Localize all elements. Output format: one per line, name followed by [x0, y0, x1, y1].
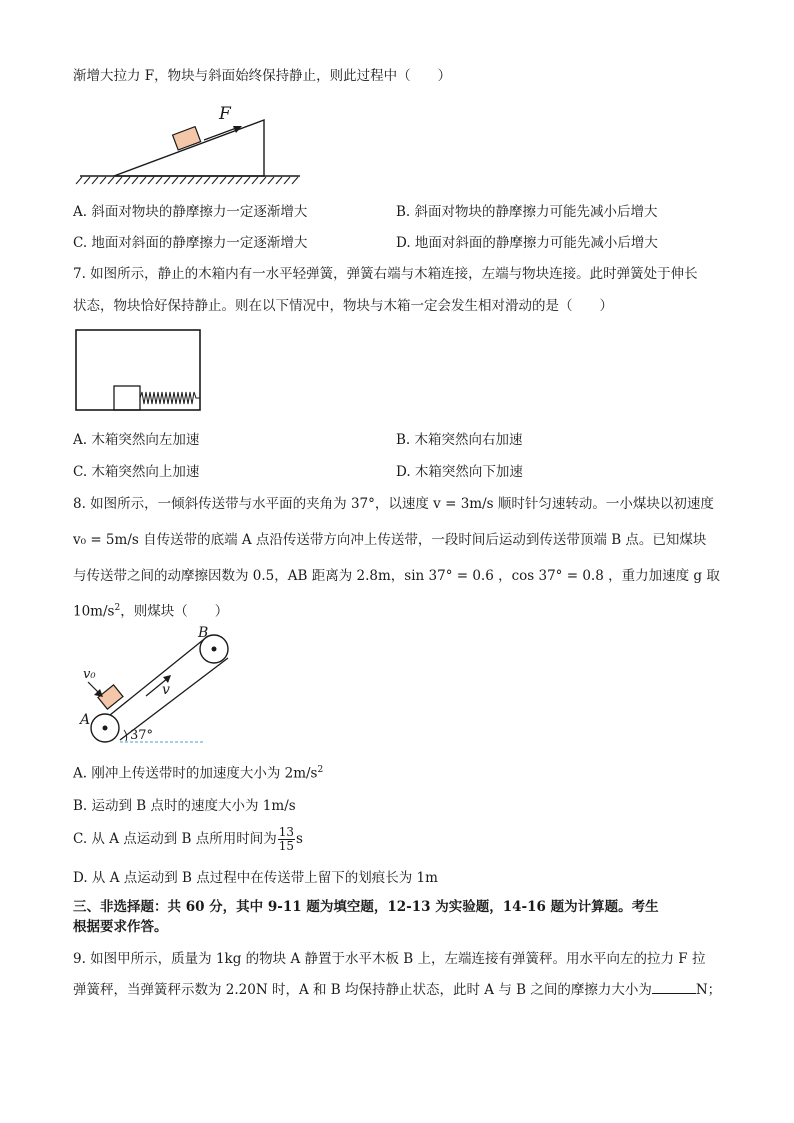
q9-stem-line2-pre: 弹簧秤，当弹簧秤示数为 2.20N 时，A 和 B 均保持静止状态，此时 A 与 B 之间的摩擦力大小为 [73, 982, 652, 998]
q8-option-a-sup: 2 [317, 765, 324, 775]
q7-option-a[interactable]: A. 木箱突然向左加速 [73, 432, 200, 448]
q8-option-c-fraction [278, 826, 295, 853]
q8-stem-line4 [73, 598, 228, 622]
q8-stem-line2: v₀ = 5m/s 自传送带的底端 A 点沿传送带方向冲上传送带，一段时间后运动到传送带顶端 B 点。已知煤块 [73, 532, 707, 548]
q7-box-spring-figure [74, 328, 204, 414]
q8-option-c-unit: s [296, 831, 303, 847]
q6-option-a[interactable]: A. 斜面对物块的静摩擦力一定逐渐增大 [73, 204, 308, 220]
q8-label-b: B [198, 625, 209, 641]
q8-label-v: v [162, 682, 170, 698]
q8-conveyor-figure [74, 622, 234, 748]
q8-label-a: A [80, 712, 91, 728]
q6-stem: 渐增大拉力 F，物块与斜面始终保持静止，则此过程中（ ） [73, 68, 452, 84]
q8-option-b[interactable]: B. 运动到 B 点时的速度大小为 1m/s [73, 798, 296, 814]
q6-force-label: F [219, 104, 231, 124]
q9-answer-blank[interactable] [652, 979, 696, 994]
q8-stem-line1: 8. 如图所示，一倾斜传送带与水平面的夹角为 37°，以速度 v = 3m/s 顺时针匀速转动。一小煤块以初速度 [73, 496, 714, 512]
section3-heading-line1: 三、非选择题：共 60 分，其中 9-11 题为填空题，12-13 为实验题，14-16 题为计算题。考生 [73, 899, 659, 915]
q8-option-c-num: 13 [278, 825, 295, 839]
q9-stem-line2-post: N； [695, 982, 722, 998]
q6-incline-figure [74, 100, 304, 186]
q7-stem-line2: 状态，物块恰好保持静止。则在以下情况中，物块与木箱一定会发生相对滑动的是（ ） [73, 298, 613, 314]
q8-stem-line4-pre: 10m/s [73, 603, 115, 620]
q8-stem-line4-post: ，则煤块（ ） [120, 603, 229, 620]
q6-option-d[interactable]: D. 地面对斜面的静摩擦力可能先减小后增大 [396, 235, 658, 251]
q8-option-a-text: A. 刚冲上传送带时的加速度大小为 2m/s [73, 765, 318, 782]
section3-heading-line2: 根据要求作答。 [73, 919, 168, 935]
q8-label-v0: v₀ [83, 667, 96, 682]
q6-option-b[interactable]: B. 斜面对物块的静摩擦力可能先减小后增大 [396, 204, 658, 220]
q8-option-c-den: 15 [278, 839, 295, 853]
q8-stem-line3: 与传送带之间的动摩擦因数为 0.5，AB 距离为 2.8m，sin 37° = 0.6 ，cos 37° = 0.8 ，重力加速度 g 取 [73, 568, 720, 584]
q7-stem-line1: 7. 如图所示，静止的木箱内有一水平轻弹簧，弹簧右端与木箱连接，左端与物块连接。此时弹簧处于伸长 [73, 266, 698, 282]
q9-stem-line1: 9. 如图甲所示，质量为 1kg 的物块 A 静置于水平木板 B 上，左端连接有弹簧秤。用水平向左的拉力 F 拉 [73, 951, 706, 967]
q8-option-a[interactable] [73, 760, 323, 784]
q9-stem-line2 [73, 979, 721, 1000]
q8-option-c[interactable] [73, 826, 303, 853]
q8-option-c-text: C. 从 A 点运动到 B 点所用时间为 [73, 831, 277, 847]
q7-option-b[interactable]: B. 木箱突然向右加速 [396, 432, 523, 448]
q8-label-angle: 37° [130, 728, 154, 743]
q8-option-d[interactable]: D. 从 A 点运动到 B 点过程中在传送带上留下的划痕长为 1m [73, 870, 438, 886]
q6-option-c[interactable]: C. 地面对斜面的静摩擦力一定逐渐增大 [73, 235, 308, 251]
q7-option-c[interactable]: C. 木箱突然向上加速 [73, 464, 200, 480]
q7-option-d[interactable]: D. 木箱突然向下加速 [396, 464, 523, 480]
q8-stem-line4-sup: 2 [114, 603, 121, 613]
